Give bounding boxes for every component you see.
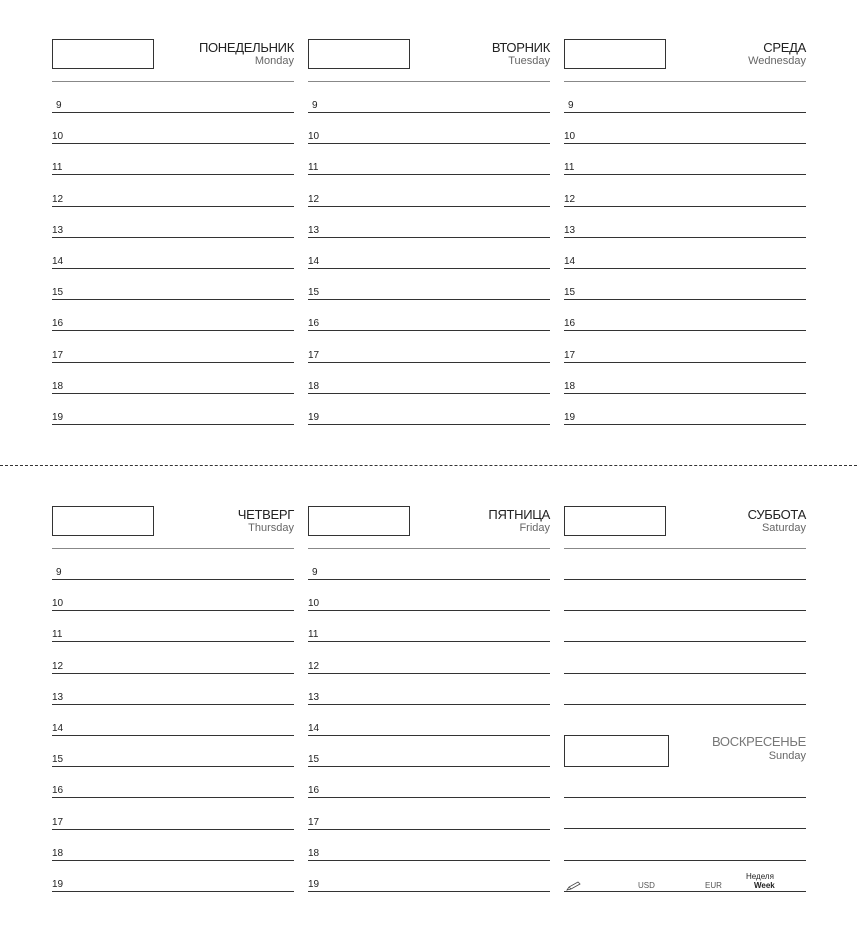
eur-label: EUR (705, 881, 722, 890)
thursday-slot-line[interactable] (52, 797, 294, 798)
tuesday-hour-label: 15 (308, 287, 320, 298)
wednesday-hour-label: 10 (564, 131, 576, 142)
wednesday-name: СРЕДА (763, 40, 806, 55)
tuesday-slot-line[interactable] (308, 268, 550, 269)
thursday-slot-line[interactable] (52, 704, 294, 705)
tuesday-header-rule (308, 81, 550, 82)
friday-slot-line[interactable] (308, 641, 550, 642)
friday-header-rule (308, 548, 550, 549)
monday-slot-line[interactable] (52, 424, 294, 425)
saturday-slot-line[interactable] (564, 641, 806, 642)
monday-slot-line[interactable] (52, 330, 294, 331)
tuesday-name: ВТОРНИК (491, 40, 550, 55)
friday-hour-label: 14 (308, 723, 320, 734)
footer-line (564, 891, 806, 892)
monday-hour-label: 12 (52, 194, 64, 205)
monday-hour-label: 17 (52, 350, 64, 361)
wednesday-slot-line[interactable] (564, 112, 806, 113)
wednesday-hour-label: 19 (564, 412, 576, 423)
thursday-hour-label: 15 (52, 754, 64, 765)
friday-slot-line[interactable] (308, 610, 550, 611)
wednesday-hour-label: 15 (564, 287, 576, 298)
monday-hour-label: 13 (52, 225, 64, 236)
tuesday-hour-label: 14 (308, 256, 320, 267)
thursday-slot-line[interactable] (52, 829, 294, 830)
thursday-hour-label: 11 (52, 629, 63, 640)
thursday-slot-line[interactable] (52, 891, 294, 892)
friday-slot-line[interactable] (308, 704, 550, 705)
friday-hour-label: 17 (308, 817, 320, 828)
saturday-subname: Saturday (761, 522, 806, 534)
wednesday-subname: Wednesday (748, 55, 806, 67)
friday-slot-line[interactable] (308, 673, 550, 674)
tuesday-hour-label: 12 (308, 194, 320, 205)
monday-header-rule (52, 81, 294, 82)
thursday-hour-label: 9 (56, 567, 62, 578)
friday-hour-label: 10 (308, 598, 320, 609)
wednesday-hour-label: 16 (564, 318, 576, 329)
cut-line (0, 465, 857, 466)
tuesday-slot-line[interactable] (308, 174, 550, 175)
friday-hour-label: 16 (308, 785, 320, 796)
wednesday-hour-label: 18 (564, 381, 576, 392)
thursday-header-rule (52, 548, 294, 549)
usd-label: USD (638, 881, 655, 890)
thursday-name: ЧЕТВЕРГ (237, 507, 294, 522)
friday-slot-line[interactable] (308, 797, 550, 798)
tuesday-slot-line[interactable] (308, 299, 550, 300)
friday-subname: Friday (519, 522, 550, 534)
friday-slot-line[interactable] (308, 860, 550, 861)
sunday-slot-line[interactable] (564, 860, 806, 861)
thursday-slot-line[interactable] (52, 735, 294, 736)
wednesday-header-rule (564, 81, 806, 82)
tuesday-hour-label: 9 (312, 100, 318, 111)
monday-slot-line[interactable] (52, 112, 294, 113)
monday-subname: Monday (254, 55, 294, 67)
friday-slot-line[interactable] (308, 735, 550, 736)
wednesday-hour-label: 11 (564, 162, 575, 173)
monday-hour-label: 14 (52, 256, 64, 267)
tuesday-slot-line[interactable] (308, 424, 550, 425)
thursday-hour-label: 13 (52, 692, 64, 703)
tuesday-hour-label: 11 (308, 162, 319, 173)
tuesday-slot-line[interactable] (308, 112, 550, 113)
thursday-slot-line[interactable] (52, 766, 294, 767)
thursday-hour-label: 16 (52, 785, 64, 796)
wednesday-hour-label: 13 (564, 225, 576, 236)
thursday-hour-label: 17 (52, 817, 64, 828)
sunday-slot-line[interactable] (564, 828, 806, 829)
friday-hour-label: 9 (312, 567, 318, 578)
wednesday-slot-line[interactable] (564, 206, 806, 207)
wednesday-hour-label: 12 (564, 194, 576, 205)
thursday-slot-line[interactable] (52, 641, 294, 642)
thursday-hour-label: 12 (52, 661, 64, 672)
friday-name: ПЯТНИЦА (488, 507, 550, 522)
monday-slot-line[interactable] (52, 237, 294, 238)
pencil-icon (566, 878, 582, 888)
thursday-hour-label: 10 (52, 598, 64, 609)
monday-hour-label: 11 (52, 162, 63, 173)
wednesday-slot-line[interactable] (564, 330, 806, 331)
monday-slot-line[interactable] (52, 206, 294, 207)
saturday-slot-line[interactable] (564, 673, 806, 674)
sunday-subname: Sunday (768, 750, 806, 762)
week-label-en: Week (754, 881, 775, 890)
wednesday-slot-line[interactable] (564, 174, 806, 175)
wednesday-slot-line[interactable] (564, 237, 806, 238)
monday-slot-line[interactable] (52, 143, 294, 144)
thursday-slot-line[interactable] (52, 579, 294, 580)
tuesday-slot-line[interactable] (308, 393, 550, 394)
wednesday-slot-line[interactable] (564, 424, 806, 425)
monday-hour-label: 9 (56, 100, 62, 111)
friday-hour-label: 12 (308, 661, 320, 672)
thursday-subname: Thursday (248, 522, 294, 534)
tuesday-subname: Tuesday (508, 55, 550, 67)
tuesday-slot-line[interactable] (308, 237, 550, 238)
monday-hour-label: 19 (52, 412, 64, 423)
monday-hour-label: 18 (52, 381, 64, 392)
wednesday-hour-label: 9 (568, 100, 574, 111)
tuesday-hour-label: 18 (308, 381, 320, 392)
monday-hour-label: 16 (52, 318, 64, 329)
wednesday-slot-line[interactable] (564, 362, 806, 363)
sunday-slot-line[interactable] (564, 797, 806, 798)
wednesday-slot-line[interactable] (564, 268, 806, 269)
thursday-hour-label: 14 (52, 723, 64, 734)
saturday-header-rule (564, 548, 806, 549)
thursday-slot-line[interactable] (52, 860, 294, 861)
friday-slot-line[interactable] (308, 766, 550, 767)
saturday-slot-line[interactable] (564, 704, 806, 705)
tuesday-hour-label: 19 (308, 412, 320, 423)
saturday-slot-line[interactable] (564, 610, 806, 611)
friday-slot-line[interactable] (308, 829, 550, 830)
monday-slot-line[interactable] (52, 299, 294, 300)
friday-hour-label: 15 (308, 754, 320, 765)
friday-slot-line[interactable] (308, 579, 550, 580)
thursday-hour-label: 19 (52, 879, 64, 890)
week-label-ru: Неделя (746, 872, 774, 881)
wednesday-hour-label: 17 (564, 350, 576, 361)
monday-hour-label: 15 (52, 287, 64, 298)
sunday-name: ВОСКРЕСЕНЬЕ (711, 734, 806, 749)
tuesday-slot-line[interactable] (308, 143, 550, 144)
friday-hour-label: 13 (308, 692, 320, 703)
thursday-slot-line[interactable] (52, 610, 294, 611)
friday-slot-line[interactable] (308, 891, 550, 892)
thursday-slot-line[interactable] (52, 673, 294, 674)
monday-slot-line[interactable] (52, 268, 294, 269)
monday-slot-line[interactable] (52, 174, 294, 175)
monday-name: ПОНЕДЕЛЬНИК (198, 40, 294, 55)
tuesday-slot-line[interactable] (308, 330, 550, 331)
monday-hour-label: 10 (52, 131, 64, 142)
wednesday-slot-line[interactable] (564, 299, 806, 300)
tuesday-hour-label: 10 (308, 131, 320, 142)
saturday-name: СУББОТА (747, 507, 806, 522)
tuesday-hour-label: 13 (308, 225, 320, 236)
monday-slot-line[interactable] (52, 393, 294, 394)
thursday-hour-label: 18 (52, 848, 64, 859)
tuesday-slot-line[interactable] (308, 206, 550, 207)
tuesday-slot-line[interactable] (308, 362, 550, 363)
wednesday-slot-line[interactable] (564, 143, 806, 144)
wednesday-slot-line[interactable] (564, 393, 806, 394)
tuesday-hour-label: 17 (308, 350, 320, 361)
friday-hour-label: 18 (308, 848, 320, 859)
tuesday-hour-label: 16 (308, 318, 320, 329)
monday-slot-line[interactable] (52, 362, 294, 363)
friday-hour-label: 11 (308, 629, 319, 640)
saturday-slot-line[interactable] (564, 579, 806, 580)
friday-hour-label: 19 (308, 879, 320, 890)
wednesday-hour-label: 14 (564, 256, 576, 267)
